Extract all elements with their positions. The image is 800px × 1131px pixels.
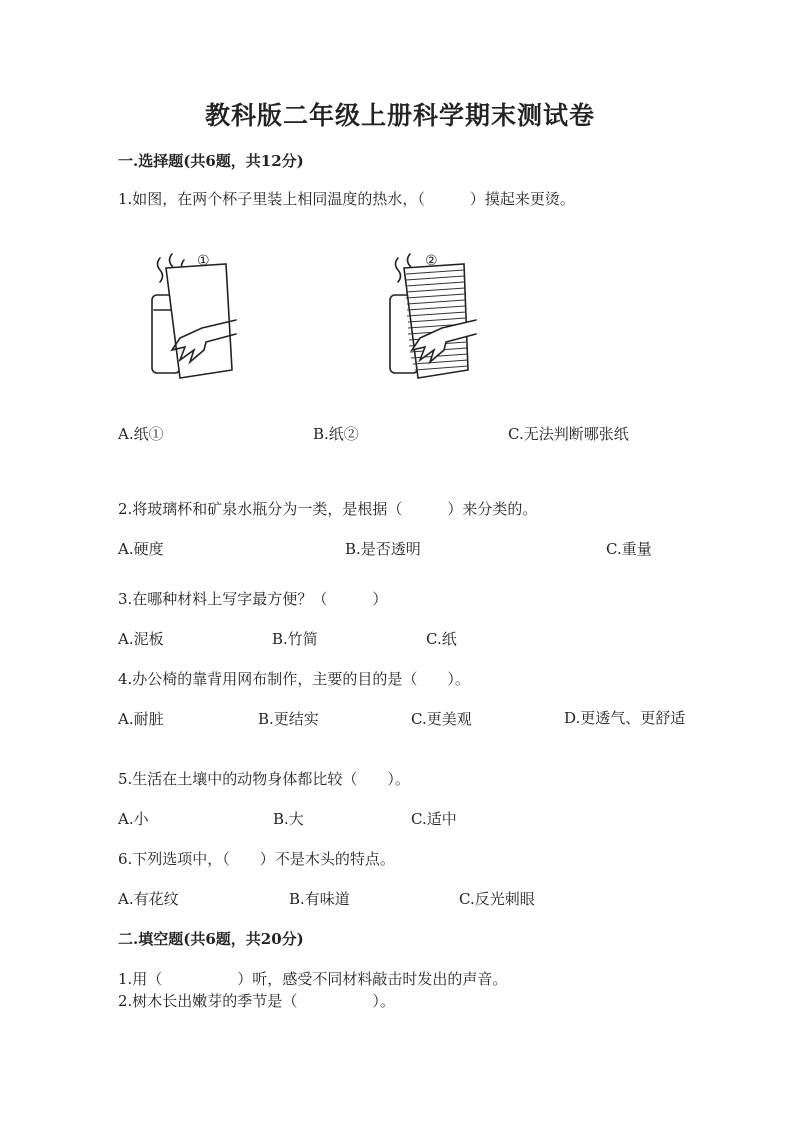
figure-label-2: ②: [425, 253, 438, 269]
question-1: 1.如图，在两个杯子里装上相同温度的热水，（ ）摸起来更烫。: [118, 190, 575, 208]
figure-label-1: ①: [197, 253, 210, 269]
q6-option-a[interactable]: A.有花纹: [118, 890, 179, 908]
question-6: 6.下列选项中，（ ）不是木头的特点。: [118, 850, 395, 868]
q6-option-b[interactable]: B.有味道: [289, 890, 350, 908]
section-heading-choice: 一.选择题(共6题，共12分): [118, 152, 304, 170]
q4-option-c[interactable]: C.更美观: [411, 710, 472, 728]
q1-option-b[interactable]: B.纸②: [313, 425, 359, 443]
q2-option-a[interactable]: A.硬度: [118, 540, 164, 558]
q3-option-c[interactable]: C.纸: [426, 630, 457, 648]
q2-option-b[interactable]: B.是否透明: [345, 540, 421, 558]
fill-question-1: 1.用（ ）听，感受不同材料敲击时发出的声音。: [118, 970, 508, 988]
question-5: 5.生活在土壤中的动物身体都比较（ ）。: [118, 770, 410, 788]
q3-option-b[interactable]: B.竹简: [272, 630, 318, 648]
section-heading-fill: 二.填空题(共6题，共20分): [118, 930, 304, 948]
q4-option-d[interactable]: D.更透气、更舒适: [564, 709, 686, 727]
figure-cup-paper-2: [378, 250, 488, 385]
q5-option-b[interactable]: B.大: [273, 810, 304, 828]
question-2: 2.将玻璃杯和矿泉水瓶分为一类，是根据（ ）来分类的。: [118, 500, 538, 518]
question-3: 3.在哪种材料上写字最方便？（ ）: [118, 590, 388, 608]
q4-option-a[interactable]: A.耐脏: [118, 710, 164, 728]
q2-option-c[interactable]: C.重量: [606, 540, 652, 558]
q5-option-a[interactable]: A.小: [118, 810, 149, 828]
q3-option-a[interactable]: A.泥板: [118, 630, 164, 648]
question-4: 4.办公椅的靠背用网布制作，主要的目的是（ ）。: [118, 670, 470, 688]
fill-question-2: 2.树木长出嫩芽的季节是（ ）。: [118, 992, 395, 1010]
q5-option-c[interactable]: C.适中: [411, 810, 457, 828]
q4-option-b[interactable]: B.更结实: [258, 710, 319, 728]
q1-option-a[interactable]: A.纸①: [118, 425, 164, 443]
figure-cup-paper-1: [140, 250, 250, 385]
q6-option-c[interactable]: C.反光刺眼: [459, 890, 535, 908]
page-title: 教科版二年级上册科学期末测试卷: [204, 101, 595, 130]
q1-option-c[interactable]: C.无法判断哪张纸: [508, 425, 629, 443]
